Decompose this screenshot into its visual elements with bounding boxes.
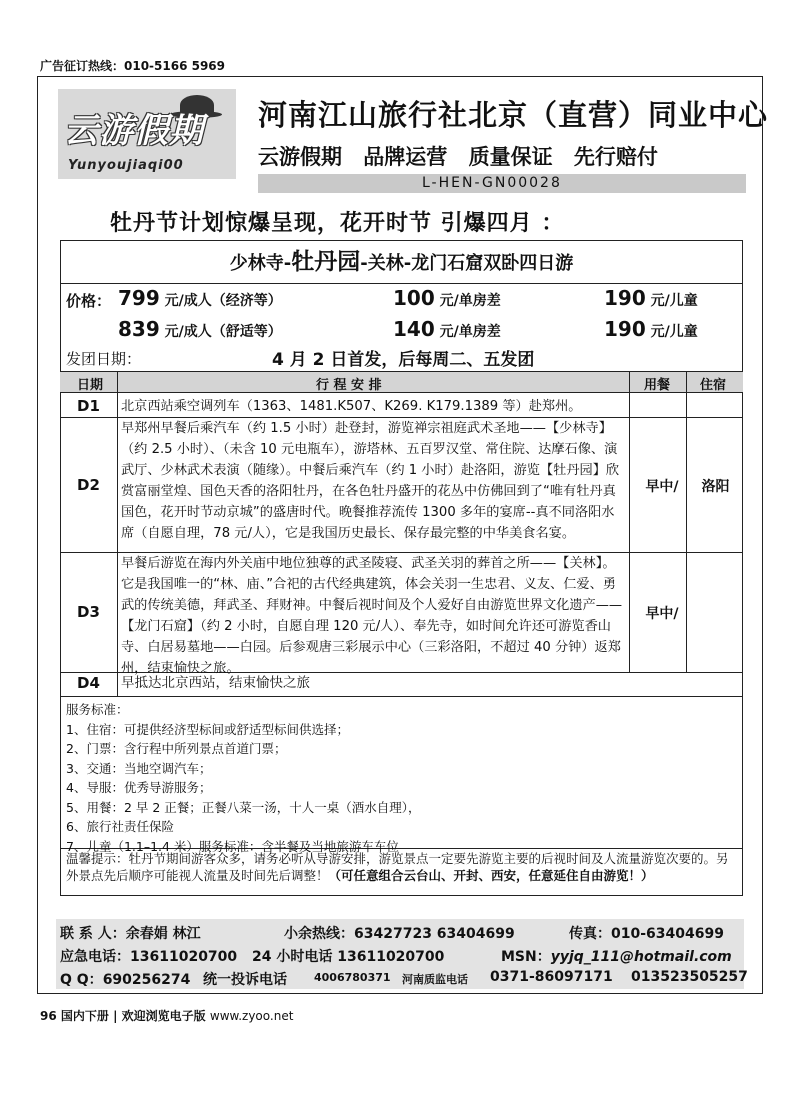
warm-notice: [66, 850, 738, 884]
notice-text: 牡丹节期间游客众多，请务必听从导游安排，游览景点一定要先游览主要的后视时间及人流量游览次要的。另外景点先后顺序可能视人流量及时间先后调整！: [66, 851, 729, 883]
service-item: 6、旅行社责任保险: [66, 819, 174, 834]
footer-text: 欢迎浏览电子版: [121, 1009, 206, 1023]
day-d2-text: 早郑州早餐后乘汽车（约 1.5 小时）赴登封，游览禅宗祖庭武术圣地——【少林寺】（约 2.5 小时）、（未含 10 元电瓶车），游塔林、五百罗汉堂、常住院、达摩石像、演武厅、少林武术表演（随缘）。中餐后乘汽车（约 1 小时）赴洛阳，游览【牡丹园】欣赏富丽堂煌、国色天香的洛阳牡丹，在各色牡丹盛开的花丛中仿佛回到了“唯有牡丹真国色，花开时节动京城”的盛唐时代。晚餐推荐流传 1300 多年的宴席--真不同洛阳水席（自愿自理，78 元/人），它是我国历史最长、保存最完整的中华美食名宴。: [121, 421, 620, 541]
price-label: 价格：: [66, 292, 112, 310]
price-single-supplement-2: 140 元/单房差: [393, 317, 501, 341]
contact-fax: 传真：010-63404699: [569, 926, 724, 942]
price-child-2: 190 元/儿童: [604, 317, 698, 341]
day-d1: D1: [77, 397, 100, 415]
col-divider-day: [117, 371, 118, 696]
service-item: 3、交通：当地空调汽车；: [66, 760, 212, 776]
day-d2: D2: [77, 476, 100, 494]
header-meal: 用餐: [644, 378, 671, 393]
departure-label: 发团日期：: [66, 350, 142, 368]
mobile-phone: 013523505257: [631, 969, 748, 985]
day-d2-meal: 早中/: [645, 479, 679, 495]
footer-site[interactable]: www.zyoo.net: [209, 1009, 294, 1023]
day-d3: D3: [77, 603, 100, 621]
day-d4: D4: [77, 674, 100, 692]
qq: Q Q：690256274: [60, 972, 191, 988]
notice-label: 温馨提示：: [66, 851, 129, 866]
license-code: L-HEN-GN00028: [422, 175, 562, 191]
day-d3-text: 早餐后游览在海内外关庙中地位独尊的武圣陵寝、武圣关羽的葬首之所——【关林】。它是我国唯一的“林、庙、”合祀的古代经典建筑，体会关羽一生忠君、义友、仁爱、勇武的传统美德，拜武圣、拜财神。中餐后视时间及个人爱好自由游览世界文化遗产——【龙门石窟】（约 2 小时，自愿自理 120 元/人）、奉先寺，如时间允许还可游览香山寺、白居易墓地——白园。后参观唐三彩展示中心（三彩洛阳，不超过 40 分钟）返郑州，结束愉快之旅。: [121, 556, 623, 676]
slogan: 云游假期 品牌运营 质量保证 先行赔付: [258, 144, 658, 169]
service-item: 4、导服：优秀导游服务；: [66, 780, 212, 795]
contact-person: 联 系 人：余春娟 林江: [60, 926, 201, 942]
price-single-supplement-1: 100 元/单房差: [393, 286, 501, 310]
service-standards: [66, 700, 736, 856]
quality-label: 河南质监电话: [402, 973, 468, 986]
contact-hotline: 小余热线：63427723 63404699: [284, 926, 515, 942]
day-d3-meal: 早中/: [645, 606, 679, 622]
complaint-number: 4006780371: [314, 971, 391, 984]
price-adult-economy: 799 元/成人（经济等）: [118, 286, 282, 310]
complaint-phone: 统一投诉电话: [203, 972, 287, 988]
section-name: 国内下册: [60, 1009, 109, 1023]
route-part1: 少林寺-: [229, 253, 292, 274]
logo-script: 云游假期: [64, 111, 204, 151]
service-item: 2、门票：含行程中所列景点首道门票；: [66, 741, 287, 756]
price-child-1: 190 元/儿童: [604, 286, 698, 310]
departure-value: 4 月 2 日首发，后每周二、五发团: [272, 350, 535, 370]
logo-roman: Yunyoujiaqi00: [68, 158, 184, 173]
row-divider: [60, 696, 743, 697]
schedule-header: [60, 371, 743, 393]
headline: 牡丹节计划惊爆呈现，花开时节 引爆四月 ：: [110, 211, 565, 236]
day-d4-text: 早抵达北京西站，结束愉快之旅: [121, 675, 310, 691]
service-title: 服务标准：: [66, 702, 129, 717]
footer-separator: |: [113, 1009, 118, 1023]
company-name: 河南江山旅行社北京（直营）同业中心: [258, 98, 769, 132]
quality-phone: 0371-86097171: [490, 969, 613, 985]
route-part2: -关林-龙门石窟双卧四日游: [360, 253, 574, 274]
phone-24h: 24 小时电话 13611020700: [252, 949, 445, 965]
emergency-phone: 应急电话：13611020700: [60, 949, 238, 965]
service-item: 5、用餐：2 早 2 正餐；正餐八菜一汤，十人一桌（酒水自理），: [66, 799, 421, 815]
route-title: [60, 240, 743, 284]
header-schedule: 行 程 安 排: [316, 378, 382, 393]
price-adult-comfort: 839 元/成人（舒适等）: [118, 317, 282, 341]
service-item: 7、儿童（1.1–1.4 米）服务标准：含半餐及当地旅游车车位: [66, 838, 399, 854]
page-number: 96: [40, 1009, 57, 1023]
header-day: 日期: [77, 378, 104, 393]
page-footer: [40, 1007, 293, 1024]
service-item: 1、住宿：可提供经济型标间或舒适型标间供选择；: [66, 721, 349, 737]
ad-hotline: 广告征订热线：010-5166 5969: [40, 59, 226, 73]
route-highlight: 牡丹园: [291, 249, 361, 275]
msn: MSN：yyjq_111@hotmail.com: [501, 949, 732, 965]
header-stay: 住宿: [700, 378, 727, 393]
notice-combo: （可任意组合云台山、开封、西安，任意延住自由游览！）: [328, 868, 654, 883]
company-logo: [58, 89, 236, 179]
day-d1-text: 北京西站乘空调列车（1363、1481.K507、K269. K179.1389 等）赴郑州。: [121, 399, 582, 414]
day-d2-stay: 洛阳: [701, 479, 730, 495]
